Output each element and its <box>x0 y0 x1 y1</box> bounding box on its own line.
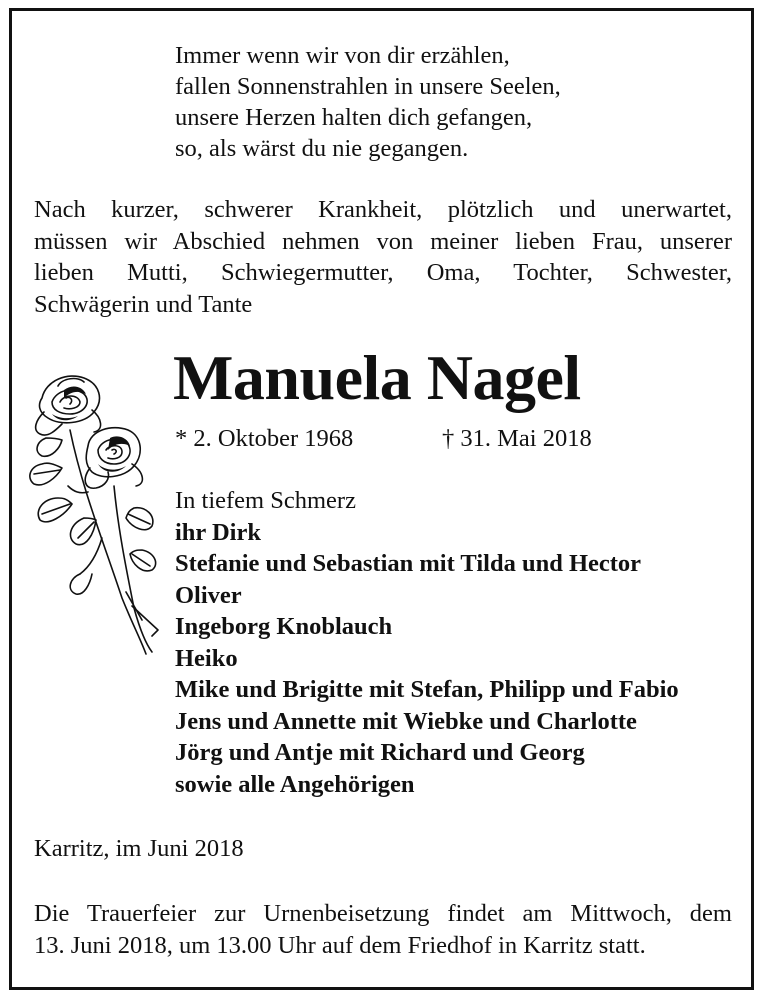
mourners-list <box>175 485 679 800</box>
funeral-line: Die Trauerfeier zur Urnenbeisetzung findet am Mittwoch, dem <box>34 900 732 927</box>
poem-line: Immer wenn wir von dir erzählen, <box>175 42 510 69</box>
intro-line: müssen wir Abschied nehmen von meiner lieben Frau, unserer <box>34 227 732 255</box>
intro-line: Nach kurzer, schwerer Krankheit, plötzlich und unerwartet, <box>34 196 732 223</box>
mourner-name: sowie alle Angehörigen <box>175 770 415 798</box>
mourner-name: Stefanie und Sebastian mit Tilda und Hector <box>175 550 642 577</box>
funeral-notice <box>34 898 732 961</box>
birth-date: * 2. Oktober 1968 <box>175 425 354 452</box>
poem-line: so, als wärst du nie gegangen. <box>175 135 469 162</box>
roses-illustration-icon <box>22 368 170 660</box>
funeral-line: 13. Juni 2018, um 13.00 Uhr auf dem Friedhof in Karritz statt. <box>34 931 646 959</box>
intro-line: lieben Mutti, Schwiegermutter, Oma, Tochter, Schwester, <box>34 259 732 286</box>
mourner-name: Ingeborg Knoblauch <box>175 613 393 640</box>
mourners-heading: In tiefem Schmerz <box>175 487 356 514</box>
mourner-name: Jörg und Antje mit Richard und Georg <box>175 739 585 766</box>
mourner-name: Oliver <box>175 581 242 609</box>
intro-line: Schwägerin und Tante <box>34 290 253 318</box>
mourner-name: ihr Dirk <box>175 518 261 546</box>
death-date: † 31. Mai 2018 <box>442 425 592 452</box>
deceased-name: Manuela Nagel <box>173 342 581 413</box>
mourner-name: Jens und Annette mit Wiebke und Charlotte <box>175 707 637 735</box>
poem <box>175 40 561 164</box>
place-date: Karritz, im Juni 2018 <box>34 835 244 862</box>
mourner-name: Mike und Brigitte mit Stefan, Philipp und Fabio <box>175 676 679 703</box>
poem-line: fallen Sonnenstrahlen in unsere Seelen, <box>175 73 561 100</box>
intro-paragraph <box>34 194 732 320</box>
mourner-name: Heiko <box>175 644 238 672</box>
poem-line: unsere Herzen halten dich gefangen, <box>175 104 533 131</box>
